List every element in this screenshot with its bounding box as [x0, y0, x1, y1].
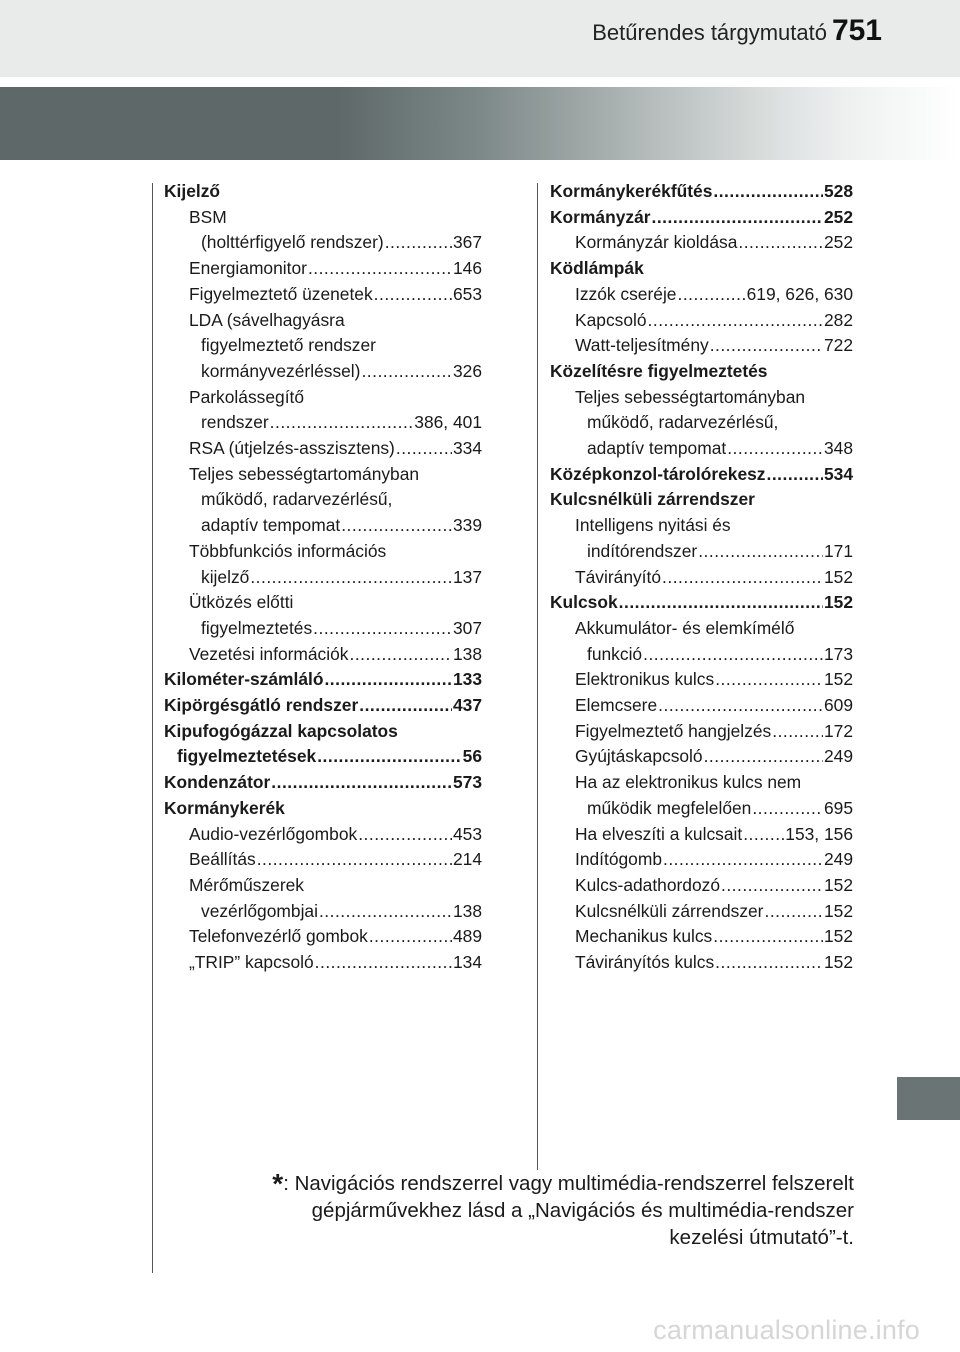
index-entry-text: (holttérfigyelő rendszer)	[201, 232, 384, 253]
index-entry-page[interactable]: 249	[823, 746, 853, 767]
left-margin-rule	[152, 183, 153, 1273]
index-entry-text: Kulcsok	[550, 592, 618, 613]
dot-leader	[652, 205, 823, 231]
index-entry-page[interactable]: 172	[823, 720, 853, 741]
index-entry[interactable]	[164, 410, 482, 436]
dot-leader	[271, 770, 452, 796]
index-entry-text: Elektronikus kulcs	[575, 669, 715, 690]
index-entry-text: Távirányító	[575, 566, 662, 587]
index-entry-text: Vezetési információk	[189, 643, 349, 664]
column-divider	[537, 183, 538, 1170]
dot-leader	[359, 693, 452, 719]
page-number: 751	[831, 14, 882, 47]
index-entry	[164, 333, 482, 359]
index-entry-text: adaptív tempomat	[587, 438, 727, 459]
index-entry-page[interactable]: 152	[823, 926, 853, 947]
index-entry-page[interactable]: 56	[462, 746, 482, 767]
index-entry-page[interactable]: 152	[823, 566, 853, 587]
watermark[interactable]: carmanualsonline.info	[653, 1315, 920, 1345]
index-entry[interactable]	[164, 899, 482, 925]
index-entry-text: Kormánykerékfűtés	[550, 181, 713, 201]
index-entry-page[interactable]: 534	[823, 463, 853, 484]
dot-leader	[764, 899, 823, 925]
dot-leader	[270, 410, 414, 436]
index-entry-page[interactable]: 146	[452, 258, 482, 279]
dot-leader	[710, 333, 823, 359]
dot-leader	[341, 513, 452, 539]
chapter-thumb-tab[interactable]	[897, 1077, 960, 1120]
footnote-line-2: gépjárművekhez lásd a „Navigációs és multimédia-rendszer	[311, 1199, 854, 1222]
index-entry-text: BSM	[189, 206, 227, 227]
index-entry-text: Watt-teljesítmény	[575, 335, 709, 356]
dot-leader	[727, 436, 823, 462]
index-entry[interactable]	[550, 847, 853, 873]
index-entry	[164, 462, 482, 488]
index-entry[interactable]	[164, 822, 482, 848]
index-entry[interactable]	[550, 719, 853, 745]
index-column-left	[164, 179, 482, 976]
index-entry-text: Figyelmeztető hangjelzés	[575, 720, 772, 741]
index-entry-text: Ütközés előtti	[189, 592, 294, 613]
index-entry-text: Kormánykerék	[164, 797, 285, 818]
index-entry	[550, 616, 853, 642]
footnote-marker: *	[272, 1168, 284, 1199]
index-entry-page[interactable]: 339	[452, 515, 482, 536]
index-entry-page[interactable]: 173	[823, 643, 853, 664]
index-entry-text: Kondenzátor	[164, 772, 271, 793]
index-entry	[550, 513, 853, 539]
index-entry[interactable]	[550, 539, 853, 565]
index-entry-text: Kipufogógázzal kapcsolatos	[164, 720, 398, 741]
index-entry-page[interactable]: 367	[452, 232, 482, 253]
index-entry-text: Telefonvezérlő gombok	[189, 926, 368, 947]
dot-leader	[721, 873, 823, 899]
index-entry-text: kijelző	[201, 566, 250, 587]
index-entry-text: Energiamonitor	[189, 258, 307, 279]
index-entry-text: Elemcsere	[575, 695, 658, 716]
index-entry[interactable]	[164, 616, 482, 642]
dot-leader	[374, 282, 452, 308]
index-entry-page[interactable]: 138	[452, 900, 482, 921]
index-entry-page[interactable]: 282	[823, 309, 853, 330]
index-entry	[550, 410, 853, 436]
index-entry[interactable]	[550, 796, 853, 822]
index-entry-text: Középkonzol-tárolórekesz	[550, 463, 766, 484]
index-entry-text: Ha az elektronikus kulcs nem	[575, 772, 802, 793]
index-entry[interactable]	[550, 565, 853, 591]
dot-leader	[350, 642, 452, 668]
index-entry[interactable]	[550, 822, 853, 848]
index-entry-page[interactable]: 152	[823, 592, 853, 613]
index-entry	[164, 205, 482, 231]
index-entry[interactable]	[550, 230, 853, 256]
index-entry	[164, 796, 482, 822]
dot-leader	[715, 667, 823, 693]
index-entry-page[interactable]: 133	[452, 669, 482, 690]
index-entry	[164, 385, 482, 411]
index-entry[interactable]	[550, 205, 853, 231]
dot-leader	[662, 565, 823, 591]
index-entry	[550, 770, 853, 796]
index-entry[interactable]	[550, 179, 853, 205]
index-entry-page[interactable]: 214	[452, 849, 482, 870]
index-entry-text: indítórendszer	[587, 540, 698, 561]
index-column-right	[550, 179, 853, 976]
index-entry-text: Indítógomb	[575, 849, 663, 870]
index-entry-text: Mérőműszerek	[189, 874, 305, 895]
index-entry-page[interactable]: 653	[452, 283, 482, 304]
index-entry-page[interactable]: 326	[452, 360, 482, 381]
index-entry-text: Kapcsoló	[575, 309, 647, 330]
index-entry[interactable]	[550, 924, 853, 950]
index-entry-page[interactable]: 252	[823, 232, 853, 253]
index-entry-page[interactable]: 609	[823, 695, 853, 716]
index-entry-text: Kipörgésgátló rendszer	[164, 695, 359, 716]
index-entry-page[interactable]: 386, 401	[414, 412, 482, 433]
index-entry[interactable]	[550, 590, 853, 616]
index-entry-text: Közelítésre figyelmeztetés	[550, 360, 768, 381]
index-entry-text: Kormányzár kioldása	[575, 232, 738, 253]
index-entry-text: Gyújtáskapcsoló	[575, 746, 703, 767]
dot-leader	[369, 924, 452, 950]
index-entry-page[interactable]: 152	[823, 952, 853, 973]
index-entry-text: figyelmeztető rendszer	[201, 335, 376, 356]
dot-leader	[713, 924, 823, 950]
index-entry-text: Távirányítós kulcs	[575, 952, 715, 973]
index-entry-text: figyelmeztetés	[201, 617, 313, 638]
dot-leader	[715, 950, 823, 976]
footnote-line-3: kezelési útmutató”-t.	[669, 1226, 854, 1249]
dot-leader	[257, 847, 452, 873]
index-entry[interactable]	[164, 744, 482, 770]
index-entry-text: figyelmeztetések	[177, 746, 317, 767]
dot-leader	[663, 847, 823, 873]
index-entry[interactable]	[550, 873, 853, 899]
dot-leader	[677, 282, 745, 308]
dot-leader	[315, 950, 452, 976]
index-entry[interactable]	[164, 513, 482, 539]
index-entry-text: Teljes sebességtartományban	[189, 463, 420, 484]
dot-leader	[250, 565, 452, 591]
dot-leader	[308, 256, 452, 282]
section-title: Betűrendes tárgymutató	[592, 20, 827, 45]
index-entry[interactable]	[550, 436, 853, 462]
index-entry-page[interactable]: 437	[452, 695, 482, 716]
dot-leader	[752, 796, 823, 822]
index-entry[interactable]	[164, 642, 482, 668]
index-entry-text: adaptív tempomat	[201, 515, 341, 536]
index-entry-page[interactable]: 619, 626, 630	[746, 283, 853, 304]
index-entry-page[interactable]: 152	[823, 669, 853, 690]
index-entry-text: Többfunkciós információs	[189, 540, 387, 561]
index-entry[interactable]	[164, 436, 482, 462]
index-entry-page[interactable]: 249	[823, 849, 853, 870]
index-entry-text: kormányvezérléssel)	[201, 360, 361, 381]
index-entry-text: Parkolássegítő	[189, 386, 305, 407]
dot-leader	[385, 230, 452, 256]
index-entry[interactable]	[550, 462, 853, 488]
index-entry-text: Audio-vezérlőgombok	[189, 823, 358, 844]
index-entry-page[interactable]: 695	[823, 797, 853, 818]
index-entry[interactable]	[164, 847, 482, 873]
index-entry[interactable]	[550, 899, 853, 925]
dot-leader	[648, 308, 823, 334]
index-entry[interactable]	[550, 642, 853, 668]
index-entry	[164, 487, 482, 513]
dot-leader	[313, 616, 452, 642]
index-entry-text: Kormányzár	[550, 206, 651, 227]
index-entry[interactable]	[550, 744, 853, 770]
index-entry	[164, 719, 482, 745]
index-entry-text: működő, radarvezérlésű,	[587, 412, 779, 433]
index-entry-page[interactable]: 453	[452, 823, 482, 844]
dot-leader	[358, 822, 452, 848]
index-entry-text: rendszer	[201, 412, 269, 433]
index-entry[interactable]	[164, 256, 482, 282]
index-entry-page[interactable]: 528	[823, 181, 853, 201]
index-entry[interactable]	[550, 282, 853, 308]
index-entry[interactable]	[164, 950, 482, 976]
index-entry	[550, 256, 853, 282]
index-entry[interactable]	[164, 230, 482, 256]
dot-leader	[317, 744, 461, 770]
index-entry[interactable]	[164, 924, 482, 950]
index-entry-text: Intelligens nyitási és	[575, 515, 731, 536]
index-entry[interactable]	[164, 667, 482, 693]
dot-leader	[738, 230, 823, 256]
index-entry-text: Izzók cseréje	[575, 283, 677, 304]
index-entry-page[interactable]: 573	[452, 772, 482, 793]
index-entry	[164, 308, 482, 334]
dot-leader	[713, 179, 823, 205]
index-entry-page[interactable]: 334	[452, 438, 482, 459]
footnote-line-1	[234, 1170, 854, 1197]
index-entry-text: Kulcsnélküli zárrendszer	[550, 489, 755, 510]
index-entry[interactable]	[550, 950, 853, 976]
dot-leader	[767, 462, 823, 488]
index-entry-text: Beállítás	[189, 849, 256, 870]
index-entry[interactable]	[550, 667, 853, 693]
index-entry	[550, 487, 853, 513]
index-entry-page[interactable]: 138	[452, 643, 482, 664]
index-entry	[164, 179, 482, 205]
dot-leader	[772, 719, 823, 745]
dot-leader	[643, 642, 823, 668]
index-entry-page[interactable]: 153, 156	[785, 823, 853, 844]
index-entry-text: működő, radarvezérlésű,	[201, 489, 393, 510]
index-entry-text: Akkumulátor- és elemkímélő	[575, 617, 795, 638]
index-entry-text: „TRIP” kapcsoló	[189, 952, 314, 973]
index-entry-text: LDA (sávelhagyásra	[189, 309, 345, 330]
footnote-text-1: : Navigációs rendszerrel vagy multimédia-rendszerrel felszerelt	[283, 1172, 854, 1195]
index-entry	[550, 385, 853, 411]
index-entry[interactable]	[550, 693, 853, 719]
index-entry-text: Ködlámpák	[550, 258, 644, 279]
footnote	[234, 1170, 854, 1251]
index-entry-page[interactable]: 489	[452, 926, 482, 947]
dot-leader	[619, 590, 823, 616]
index-entry-text: Kijelző	[164, 181, 221, 201]
index-entry[interactable]	[164, 359, 482, 385]
index-entry-text: Kulcsnélküli zárrendszer	[575, 900, 764, 921]
index-entry-page[interactable]: 134	[452, 952, 482, 973]
index-entry[interactable]	[164, 770, 482, 796]
index-entry-page[interactable]: 137	[452, 566, 482, 587]
index-entry	[550, 359, 853, 385]
dot-leader	[319, 899, 452, 925]
index-entry-page[interactable]: 348	[823, 438, 853, 459]
dot-leader	[324, 667, 452, 693]
index-entry-text: működik megfelelően	[587, 797, 752, 818]
dot-leader	[361, 359, 452, 385]
index-entry-page[interactable]: 171	[823, 540, 853, 561]
index-entry	[164, 873, 482, 899]
index-entry-page[interactable]: 252	[823, 206, 853, 227]
index-entry-text: Mechanikus kulcs	[575, 926, 713, 947]
index-entry-text: funkció	[587, 643, 643, 664]
dot-leader	[743, 822, 784, 848]
index-entry-text: RSA (útjelzés-asszisztens)	[189, 438, 395, 459]
dot-leader	[658, 693, 823, 719]
index-entry[interactable]	[164, 565, 482, 591]
index-entry-text: Figyelmeztető üzenetek	[189, 283, 373, 304]
chapter-banner	[0, 87, 960, 160]
index-entry	[164, 590, 482, 616]
index-entry-text: Kulcs-adathordozó	[575, 874, 721, 895]
index-entry-text: Ha elveszíti a kulcsait	[575, 823, 743, 844]
index-entry-page[interactable]: 722	[823, 335, 853, 356]
index-entry-page[interactable]: 307	[452, 617, 482, 638]
index-entry-text: Teljes sebességtartományban	[575, 386, 806, 407]
index-entry	[164, 539, 482, 565]
index-entry-page[interactable]: 152	[823, 874, 853, 895]
index-entry[interactable]	[550, 308, 853, 334]
index-entry-text: vezérlőgombjai	[201, 900, 318, 921]
index-entry[interactable]	[550, 333, 853, 359]
index-entry-text: Kilométer-számláló	[164, 669, 324, 690]
dot-leader	[698, 539, 823, 565]
dot-leader	[396, 436, 452, 462]
index-entry[interactable]	[164, 693, 482, 719]
index-entry[interactable]	[164, 282, 482, 308]
dot-leader	[704, 744, 823, 770]
index-entry-page[interactable]: 152	[823, 900, 853, 921]
